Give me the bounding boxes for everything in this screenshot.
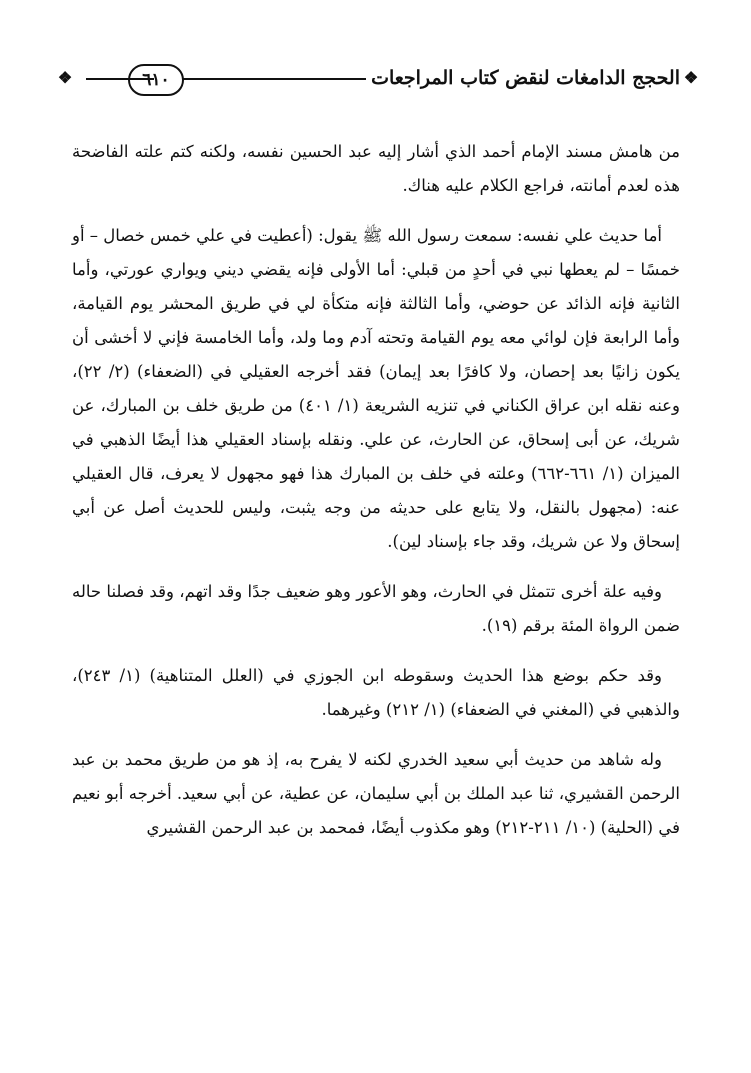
ornament-icon: ❖ <box>683 68 699 87</box>
page-number: ٦١٠ <box>128 64 184 96</box>
header-rule <box>168 78 366 80</box>
book-title: الحجج الدامغات لنقض كتاب المراجعات <box>371 67 680 89</box>
paragraph: من هامش مسند الإمام أحمد الذي أشار إليه عبد الحسين نفسه، ولكنه كتم علته الفاضحة هذه لعدم أمانته، فراجع الكلام عليه هناك. <box>72 142 680 195</box>
ornament-icon: ❖ <box>57 68 73 87</box>
paragraph: وقد حكم بوضع هذا الحديث وسقوطه ابن الجوزي في (العلل المتناهية) (١/ ٢٤٣)، والذهبي في (المغني في الضعفاء) (١/ ٢١٢) وغيرهما. <box>72 666 680 719</box>
page-header <box>56 62 699 98</box>
page-body <box>72 135 680 861</box>
header-rule-left <box>86 78 154 80</box>
paragraph: أما حديث علي نفسه: سمعت رسول الله ﷺ يقول: (أعطيت في علي خمس خصال – أو خمسًا – لم يعطها نبي في أحدٍ من قبلي: أما الأولى فإنه يقضي ديني ويواري عورتي، وأما الثانية فإنه الذائد عن حوضي، وأما الثالثة فإنه متكأة لي في طريق المحشر يوم القيامة، وأما الرابعة فإن لوائي معه يوم القيامة وتحته آدم وما ولد، وأما الخامسة فإني لا أخشى أن يكون زانيًا بعد إحصان، ولا كافرًا بعد إيمان) فقد أخرجه العقيلي في (الضعفاء) (٢/ ٢٢)، وعنه نقله ابن عراق الكناني في تنزيه الشريعة (١/ ٤٠١) من طريق خلف بن المبارك، عن شريك، عن أبى إسحاق، عن الحارث، عن علي. ونقله بإسناد العقيلي هذا أيضًا الذهبي في الميزان (١/ ٦٦١-٦٦٢) وعلته في خلف بن المبارك هذا فهو مجهول لا يعرف، قال العقيلي عنه: (مجهول بالنقل، ولا يتابع على حديثه من وجه يثبت، وليس للحديث أصل عن أبي إسحاق ولا عن شريك، وقد جاء بإسناد لين). <box>72 226 680 551</box>
paragraph: وفيه علة أخرى تتمثل في الحارث، وهو الأعور وهو ضعيف جدًا وقد اتهم، وقد فصلنا حاله ضمن الرواة المئة برقم (١٩). <box>72 582 680 635</box>
paragraph: وله شاهد من حديث أبي سعيد الخدري لكنه لا يفرح به، إذ هو من طريق محمد بن عبد الرحمن القشيري، ثنا عبد الملك بن أبي سليمان، عن عطية، عن أبي سعيد. أخرجه أبو نعيم في (الحلية) (١٠/ ٢١١-٢١٢) وهو مكذوب أيضًا، فمحمد بن عبد الرحمن القشيري <box>72 750 680 837</box>
